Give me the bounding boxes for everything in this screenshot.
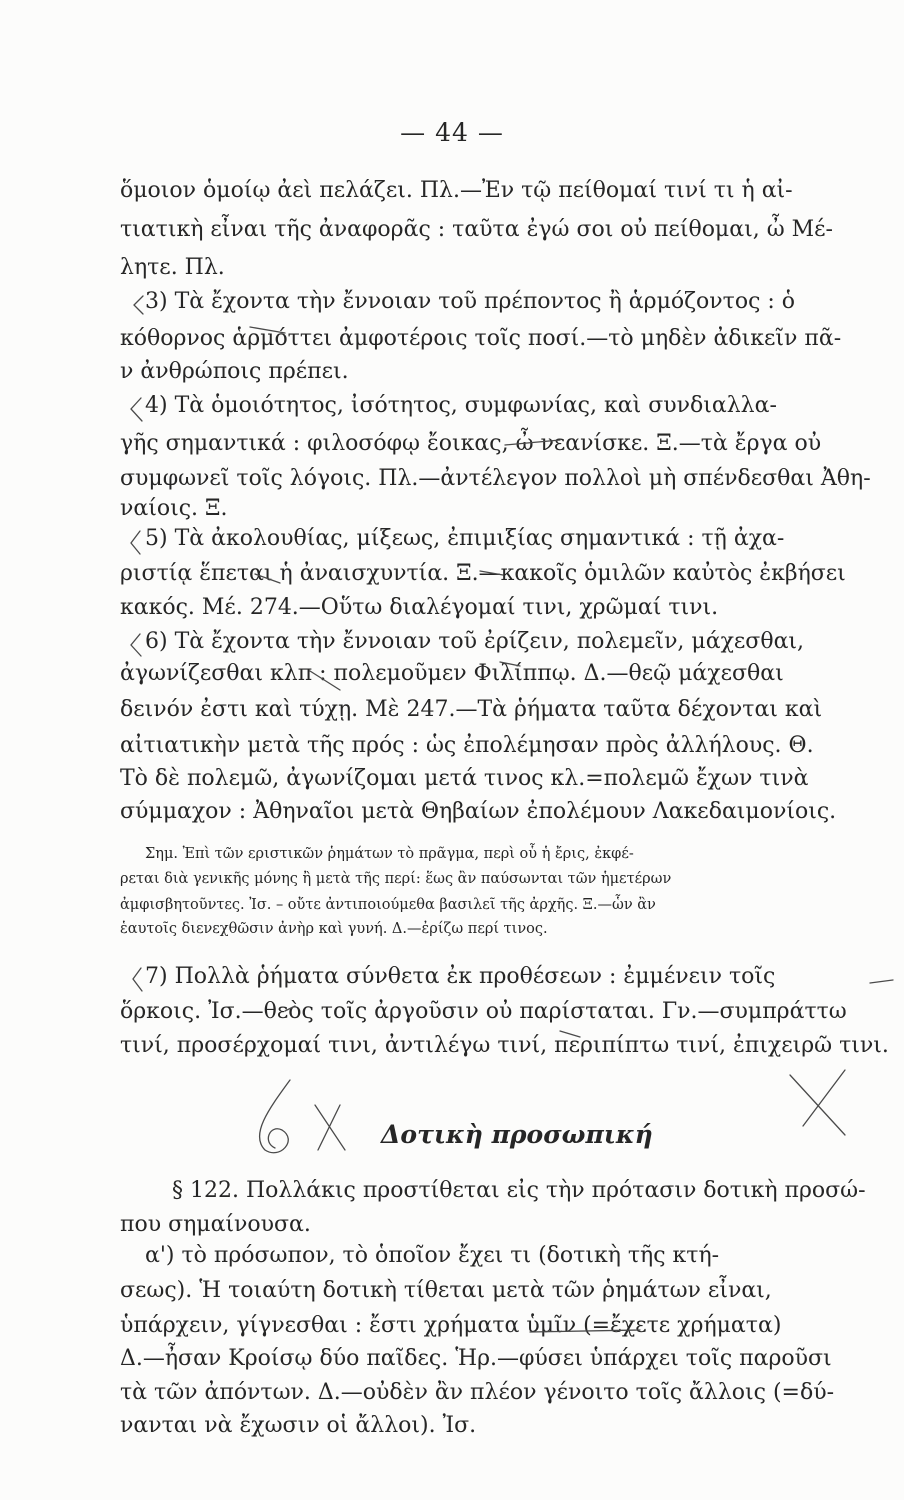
text-line: ὅρκοις. Ἰσ.—θεὸς τοῖς ἀργοῦσιν οὐ παρίσταται. Γν.—συμπράττω xyxy=(120,999,847,1024)
pencil-tick xyxy=(131,634,141,656)
text-line: σύμμαχον : Ἀθηναῖοι μετὰ Θηβαίων ἐπολέμουν Λακεδαιμονίοις. xyxy=(120,799,837,824)
text-line: 5) Τὰ ἀκολουθίας, μίξεως, ἐπιμιξίας σημαντικά : τῇ ἀχα- xyxy=(145,526,785,551)
text-line: ριστίᾳ ἕπεται ἡ ἀναισχυντία. Ξ.—κακοῖς ὁμιλῶν καὐτὸς ἐκβήσει xyxy=(120,561,846,586)
text-line: § 122. Πολλάκις προστίθεται εἰς τὴν πρότασιν δοτικὴ προσώ- xyxy=(172,1178,866,1203)
text-line: τὰ τῶν ἀπόντων. Δ.—οὐδὲν ἂν πλέον γένοιτο τοῖς ἄλλοις (=δύ- xyxy=(120,1380,835,1405)
text-line: 4) Τὰ ὁμοιότητος, ἰσότητος, συμφωνίας, καὶ συνδιαλλα- xyxy=(145,393,777,418)
text-line: ὑπάρχειν, γίγνεσθαι : ἔστι χρήματα ὑμῖν (=ἔχετε χρήματα) xyxy=(120,1313,782,1338)
pencil-stroke xyxy=(870,980,893,983)
text-line: Τὸ δὲ πολεμῶ, ἀγωνίζομαι μετά τινος κλ.=πολεμῶ ἔχων τινὰ xyxy=(120,766,809,791)
text-line: ν ἀνθρώποις πρέπει. xyxy=(120,359,349,384)
text-line: δεινόν ἐστι καὶ τύχῃ. Μὲ 247.—Τὰ ῥήματα ταῦτα δέχονται καὶ xyxy=(120,697,823,722)
text-line: νανται νὰ ἔχωσιν οἱ ἄλλοι). Ἰσ. xyxy=(120,1413,477,1438)
text-line: ἀγωνίζεσθαι κλπ : πολεμοῦμεν Φιλίππῳ. Δ.—θεῷ μάχεσθαι xyxy=(120,661,784,686)
page-number: — 44 — xyxy=(400,118,504,147)
text-line: 6) Τὰ ἔχοντα τὴν ἔννοιαν τοῦ ἐρίζειν, πολεμεῖν, μάχεσθαι, xyxy=(145,629,805,654)
pencil-squiggle xyxy=(259,1080,290,1153)
text-line: ὅμοιον ὁμοίῳ ἀεὶ πελάζει. Πλ.—Ἐν τῷ πείθομαί τινί τι ἡ αἰ- xyxy=(120,178,793,203)
pencil-tick xyxy=(131,398,142,421)
text-line: σεως). Ἡ τοιαύτη δοτικὴ τίθεται μετὰ τῶν ῥημάτων εἶναι, xyxy=(120,1278,772,1303)
text-line: λητε. Πλ. xyxy=(120,255,225,280)
pencil-cross-large xyxy=(790,1070,845,1135)
text-line: α') τὸ πρόσωπον, τὸ ὁποῖον ἔχει τι (δοτικὴ τῆς κτή- xyxy=(145,1243,720,1268)
note-line: ρεται διὰ γενικῆς μόνης ἢ μετὰ τῆς περί: ἕως ἂν παύσωνται τῶν ἡμετέρων xyxy=(120,871,672,887)
text-line: τινί, προσέρχομαί τινι, ἀντιλέγω τινί, περιπίπτω τινί, ἐπιχειρῶ τινι. xyxy=(120,1033,889,1058)
text-line: γῆς σημαντικά : φιλοσόφῳ ἔοικας, ὦ νεανίσκε. Ξ.—τὰ ἔργα οὐ xyxy=(120,431,822,456)
text-line: κακός. Μέ. 274.—Οὕτω διαλέγομαί τινι, χρῶμαί τινι. xyxy=(120,595,719,620)
text-line: 7) Πολλὰ ῥήματα σύνθετα ἐκ προθέσεων : ἐμμένειν τοῖς xyxy=(145,964,776,989)
section-heading: Δοτικὴ προσωπική xyxy=(381,1120,653,1149)
note-line: ἑαυτοῖς διενεχθῶσιν ἀνὴρ καὶ γυνή. Δ.—ἐρίζω περί τινος. xyxy=(120,921,548,937)
text-line: τιατικὴ εἶναι τῆς ἀναφορᾶς : ταῦτα ἐγώ σοι οὐ πείθομαι, ὦ Μέ- xyxy=(120,217,833,242)
text-line: που σημαίνουσα. xyxy=(120,1212,311,1237)
pencil-cross-small xyxy=(315,1105,345,1150)
text-line: συμφωνεῖ τοῖς λόγοις. Πλ.—ἀντέλεγον πολλοὶ μὴ σπένδεσθαι Ἀθη- xyxy=(120,466,871,491)
text-line: Δ.—ἦσαν Κροίσῳ δύο παῖδες. Ἡρ.—φύσει ὑπάρχει τοῖς παροῦσι xyxy=(120,1346,832,1371)
pencil-tick xyxy=(133,968,142,991)
text-line: ναίοις. Ξ. xyxy=(120,496,228,521)
pencil-tick xyxy=(134,296,143,314)
pencil-tick xyxy=(131,531,140,554)
note-line: Σημ. Ἐπὶ τῶν εριστικῶν ῥημάτων τὸ πρᾶγμα, περὶ οὗ ἡ ἔρις, ἐκφέ- xyxy=(145,846,634,862)
note-line: ἀμφισβητοῦντες. Ἰσ. – οὔτε ἀντιποιούμεθα βασιλεῖ τῆς ἀρχῆς. Ξ.—ὧν ἂν xyxy=(120,897,656,913)
text-line: κόθορνος ἁρμόττει ἀμφοτέροις τοῖς ποσί.—τὸ μηδὲν ἀδικεῖν πᾶ- xyxy=(120,326,842,351)
text-line: αἰτιατικὴν μετὰ τῆς πρός : ὡς ἐπολέμησαν πρὸς ἀλλήλους. Θ. xyxy=(120,733,814,758)
text-line: 3) Τὰ ἔχοντα τὴν ἔννοιαν τοῦ πρέποντος ἢ ἁρμόζοντος : ὁ xyxy=(145,289,796,314)
